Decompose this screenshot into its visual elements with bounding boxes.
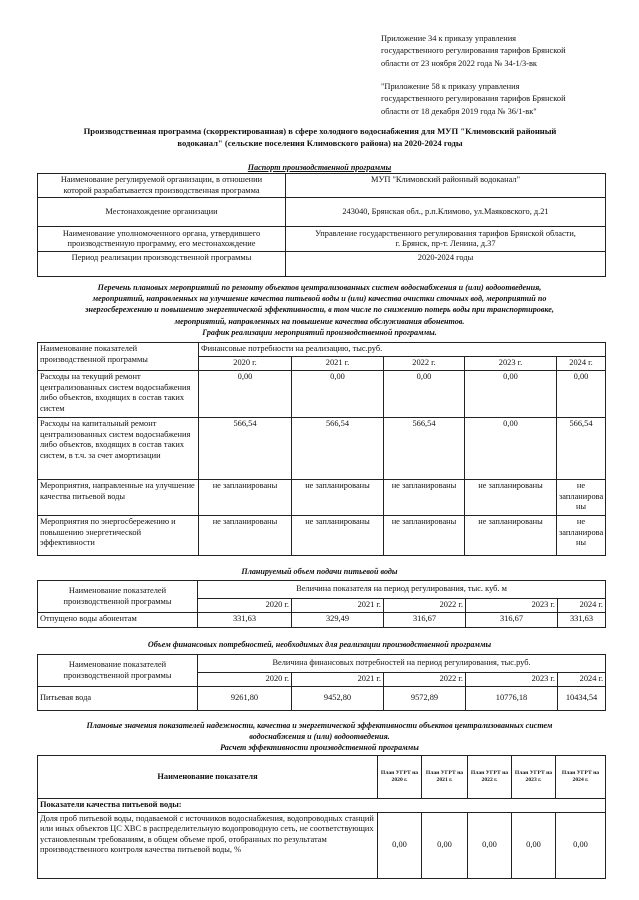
table-row — [38, 227, 606, 252]
year-header: 2023 г. — [465, 357, 557, 371]
cell-value: 0,00 — [468, 812, 512, 878]
column-header-name: Наименование показателей производственной программы — [38, 343, 199, 371]
row-label: Расходы на капитальный ремонт централизованных систем водоснабжения либо объектов, входящих в состав таких систем, в т.ч. за счет амортизации — [38, 418, 199, 480]
year-header: 2022 г. — [384, 599, 466, 613]
year-header: 2024 г. — [558, 599, 606, 613]
cell-value: 0,00 — [378, 812, 422, 878]
finance-heading: Объем финансовых потребностей, необходимых для реализации производственной программы — [147, 640, 492, 649]
cell-value: не запланированы — [199, 480, 292, 516]
passport-heading: Паспорт производственной программы — [247, 163, 392, 172]
cell-value: 566,54 — [292, 418, 384, 480]
cell-value: 9452,80 — [292, 687, 384, 711]
table-row — [38, 174, 606, 198]
annex-header-original — [381, 81, 631, 118]
year-header: 2021 г. — [292, 673, 384, 687]
cell-value: не запланирова ны — [557, 516, 606, 556]
annex-line: "Приложение 58 к приказу управления — [381, 82, 520, 91]
row-label: Отпущено воды абонентам — [38, 613, 198, 628]
cell-value: 331,63 — [198, 613, 292, 628]
cell-value: не запланированы — [384, 480, 465, 516]
passport-value: МУП "Климовский районный водоканал" — [286, 174, 606, 198]
year-header: 2022 г. — [384, 673, 466, 687]
annex-line: Приложение 34 к приказу управления — [381, 34, 517, 43]
column-header-group: Величина финансовых потребностей на период регулирования, тыс.руб. — [198, 655, 606, 673]
year-header: 2021 г. — [292, 357, 384, 371]
cell-value: 316,67 — [384, 613, 466, 628]
year-header: 2020 г. — [199, 357, 292, 371]
year-header: План УГРТ на 2024 г. — [556, 756, 606, 799]
table-row — [38, 343, 606, 357]
cell-value: 0,00 — [465, 418, 557, 480]
row-label: Мероприятия по энергосбережению и повышению энергетической эффективности — [38, 516, 199, 556]
annex-line: государственного регулирования тарифов Брянской — [381, 46, 566, 56]
cell-value: 566,54 — [557, 418, 606, 480]
year-header: 2022 г. — [384, 357, 465, 371]
year-header: 2024 г. — [558, 673, 606, 687]
year-header: 2020 г. — [198, 599, 292, 613]
year-header: 2021 г. — [292, 599, 384, 613]
cell-value: не запланированы — [199, 516, 292, 556]
table-row — [38, 581, 606, 599]
passport-value: 243040, Брянская обл., р.п.Климово, ул.Маяковского, д.21 — [286, 198, 606, 227]
passport-label: Местонахождение организации — [38, 198, 286, 227]
year-header: 2023 г. — [466, 599, 558, 613]
table-row — [38, 756, 606, 799]
annex-line: области от 18 декабря 2019 года № 36/1-вк" — [381, 106, 537, 116]
row-label: Доля проб питьевой воды, подаваемой с источников водоснабжения, водопроводных станций или иных объектов ЦС ХВС в распределительную водопроводную сеть, не соответствующих установленным требованиям, в общем объеме проб, отобранных по результатам производственного контроля качества питьевой воды, % — [38, 812, 378, 878]
table-row — [38, 198, 606, 227]
cell-value: 0,00 — [199, 371, 292, 418]
cell-value: 0,00 — [557, 371, 606, 418]
measures-heading: Перечень плановых мероприятий по ремонту объектов централизованных систем водоснабжения и (или) водоотведения, мероприятий, направленных на улучшение качества питьевой воды и (или) качества очистки сточных вод, мероприятий по энергосбережению и повышению энергетической эффективности, в том числе по снижению потерь воды при транспортировке, мероприятий, направленных на повышение качества обслуживания абонентов. График реализации мероприятий производственной программы. — [85, 283, 554, 337]
cell-value: 9261,80 — [198, 687, 292, 711]
section-row: Показатели качества питьевой воды: — [38, 799, 606, 813]
cell-value: 10776,18 — [466, 687, 558, 711]
passport-label: Наименование уполномоченного органа, утвердившего производственную программу, его местонахождение — [38, 227, 286, 252]
document-title: Производственная программа (скорректированная) в сфере холодного водоснабжения для МУП "Климовский районный водоканал" (сельские поселения Климовского района) на 2020-2024 годы — [83, 126, 557, 148]
year-header: 2024 г. — [557, 357, 606, 371]
table-row — [38, 418, 606, 480]
passport-value: 2020-2024 годы — [286, 252, 606, 277]
finance-table — [37, 654, 606, 711]
table-row — [38, 371, 606, 418]
cell-value: не запланированы — [465, 516, 557, 556]
year-header: План УГРТ на 2021 г. — [422, 756, 468, 799]
column-header-group: Финансовые потребности на реализацию, тыс.руб. — [199, 343, 606, 357]
year-header: План УГРТ на 2023 г. — [512, 756, 556, 799]
volume-heading: Планируемый объем подачи питьевой воды — [241, 567, 398, 576]
passport-label: Период реализации производственной программы — [38, 252, 286, 277]
cell-value: 329,49 — [292, 613, 384, 628]
cell-value: 566,54 — [384, 418, 465, 480]
annex-line: области от 23 ноября 2022 года № 34-1/3-вк — [381, 58, 537, 68]
table-row — [38, 516, 606, 556]
cell-value: 316,67 — [466, 613, 558, 628]
column-header-name: Наименование показателей производственной программы — [38, 655, 198, 687]
cell-value: не запланированы — [292, 480, 384, 516]
cell-value: 10434,54 — [558, 687, 606, 711]
reliability-table — [37, 755, 606, 879]
cell-value: 9572,89 — [384, 687, 466, 711]
annex-header-current — [381, 33, 631, 70]
cell-value: не запланирова ны — [557, 480, 606, 516]
row-label: Мероприятия, направленные на улучшение качества питьевой воды — [38, 480, 199, 516]
table-row — [38, 812, 606, 878]
table-row — [38, 613, 606, 628]
cell-value: не запланированы — [384, 516, 465, 556]
table-row — [38, 252, 606, 277]
cell-value: 331,63 — [558, 613, 606, 628]
passport-label: Наименование регулируемой организации, в отношении которой разрабатывается производственная программа — [38, 174, 286, 198]
table-row — [38, 687, 606, 711]
table-row — [38, 799, 606, 813]
table-row — [38, 655, 606, 673]
cell-value: 0,00 — [384, 371, 465, 418]
cell-value: 0,00 — [512, 812, 556, 878]
row-label: Питьевая вода — [38, 687, 198, 711]
passport-value: Управление государственного регулирования тарифов Брянской области, г. Брянск, пр-т. Ленина, д.37 — [286, 227, 606, 252]
year-header: План УГРТ на 2020 г. — [378, 756, 422, 799]
cell-value: 0,00 — [292, 371, 384, 418]
cell-value: 0,00 — [556, 812, 606, 878]
cell-value: 566,54 — [199, 418, 292, 480]
column-header-name: Наименование показателя — [38, 756, 378, 799]
column-header-group: Величина показателя на период регулирования, тыс. куб. м — [198, 581, 606, 599]
year-header: 2023 г. — [466, 673, 558, 687]
row-label: Расходы на текущий ремонт централизованных систем водоснабжения либо объектов, входящих в состав таких систем — [38, 371, 199, 418]
table-row — [38, 480, 606, 516]
year-header: 2020 г. — [198, 673, 292, 687]
cell-value: 0,00 — [465, 371, 557, 418]
cell-value: 0,00 — [422, 812, 468, 878]
column-header-name: Наименование показателей производственной программы — [38, 581, 198, 613]
reliability-heading: Плановые значения показателей надежности, качества и энергетической эффективности объектов централизованных систем водоснабжения и (или) водоотведения. Расчет эффективности производственной программы — [86, 721, 553, 753]
volume-table — [37, 580, 606, 628]
measures-table — [37, 342, 606, 556]
cell-value: не запланированы — [292, 516, 384, 556]
annex-line: государственного регулирования тарифов Брянской — [381, 94, 566, 104]
year-header: План УГРТ на 2022 г. — [468, 756, 512, 799]
passport-table — [37, 173, 606, 277]
cell-value: не запланированы — [465, 480, 557, 516]
